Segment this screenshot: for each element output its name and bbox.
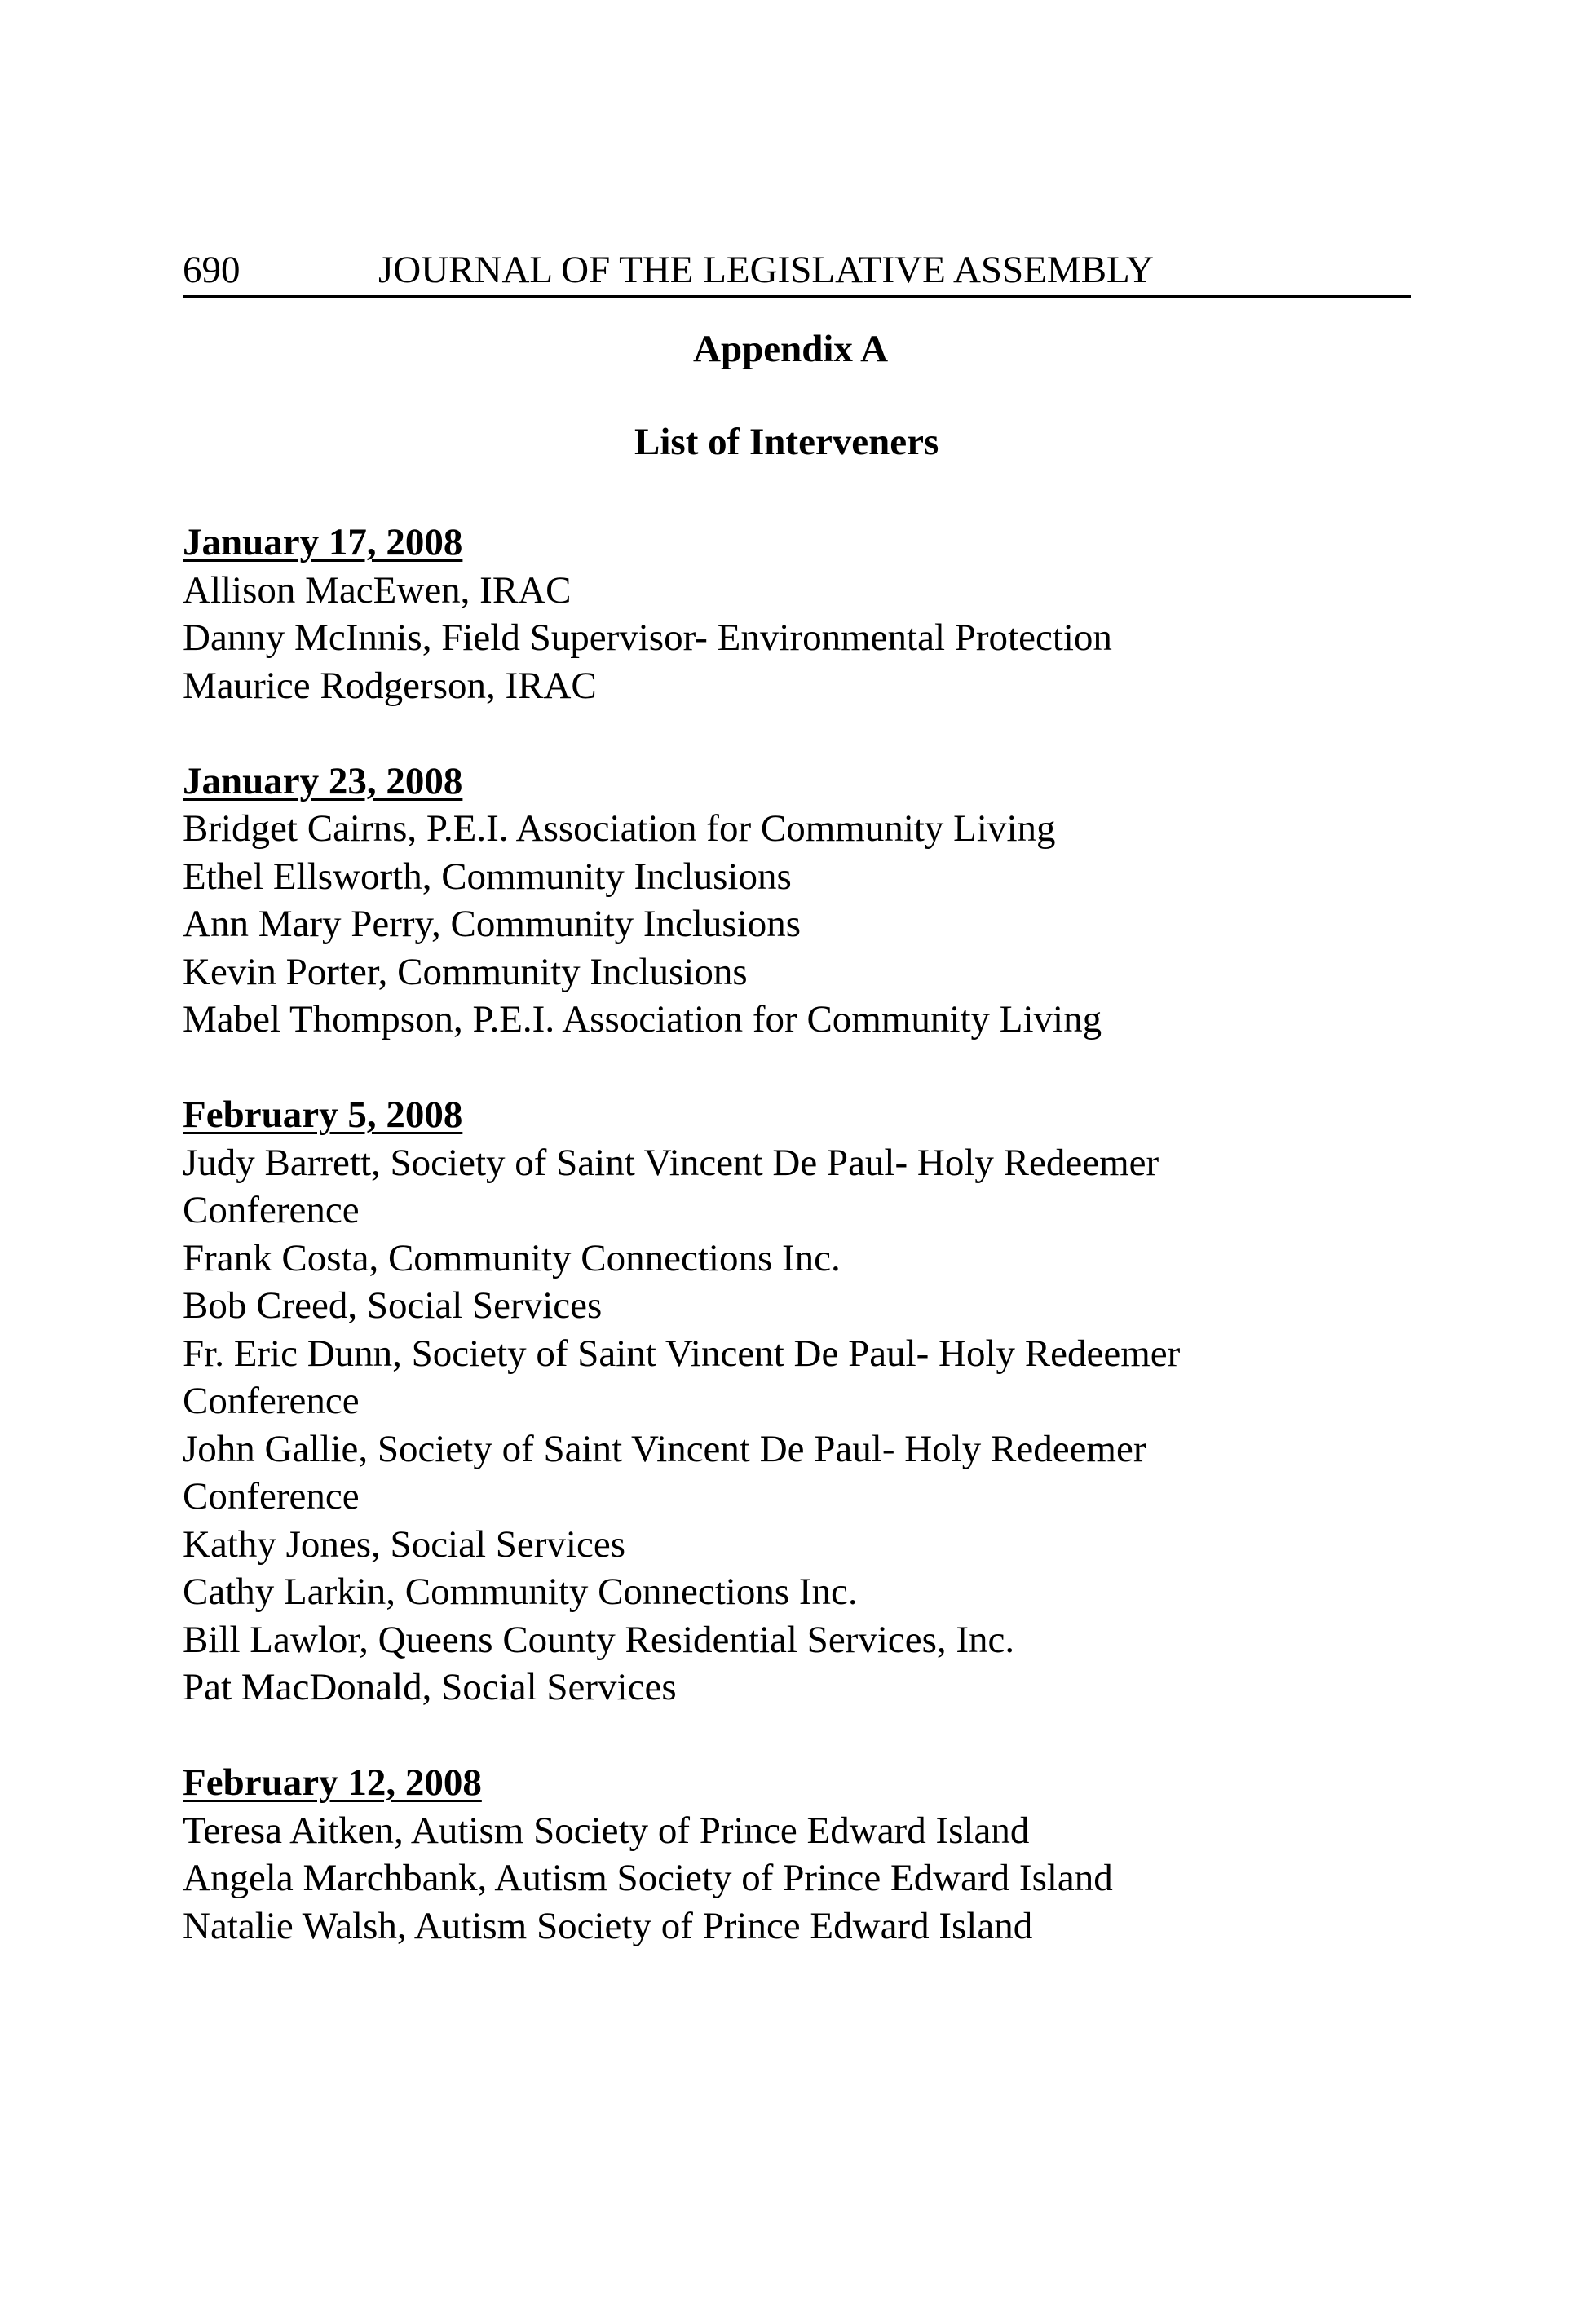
date-section <box>183 1091 1411 1712</box>
intervener-entry <box>183 1282 1411 1330</box>
intervener-text-line: Pat MacDonald, Social Services <box>183 1666 677 1708</box>
date-section <box>183 519 1411 709</box>
intervener-text-line: Bill Lawlor, Queens County Residential Services, Inc. <box>183 1618 1015 1661</box>
intervener-entry <box>183 567 1411 615</box>
intervener-text-line: Mabel Thompson, P.E.I. Association for Community Living <box>183 998 1102 1040</box>
intervener-text-line: Teresa Aitken, Autism Society of Prince Edward Island <box>183 1809 1030 1852</box>
intervener-text-line: Fr. Eric Dunn, Society of Saint Vincent De Paul- Holy Redeemer <box>183 1332 1181 1375</box>
date-section <box>183 1759 1411 1950</box>
date-section <box>183 758 1411 1044</box>
intervener-text-line: Kevin Porter, Community Inclusions <box>183 950 748 993</box>
intervener-text-line: Bob Creed, Social Services <box>183 1284 603 1327</box>
page-number: 690 <box>183 249 241 291</box>
running-header <box>183 245 1411 298</box>
intervener-text-line: Ann Mary Perry, Community Inclusions <box>183 903 802 945</box>
section-date-heading: January 23, 2008 <box>183 759 463 802</box>
intervener-entry <box>183 1902 1411 1951</box>
intervener-text-line: Ethel Ellsworth, Community Inclusions <box>183 855 792 898</box>
intervener-entry <box>183 1568 1411 1616</box>
intervener-entry <box>183 1330 1411 1425</box>
intervener-entry <box>183 900 1411 948</box>
intervener-text-line: Danny McInnis, Field Supervisor- Environmental Protection <box>183 616 1112 659</box>
intervener-text-line: Angela Marchbank, Autism Society of Prince Edward Island <box>183 1857 1113 1899</box>
section-date-heading: February 5, 2008 <box>183 1094 463 1136</box>
intervener-entry <box>183 1521 1411 1569</box>
section-date-heading: January 17, 2008 <box>183 521 463 563</box>
intervener-text-line: Allison MacEwen, IRAC <box>183 568 572 612</box>
intervener-entry <box>183 1663 1411 1712</box>
list-title: List of Interveners <box>634 421 939 463</box>
intervener-text-line: Bridget Cairns, P.E.I. Association for Community Living <box>183 807 1056 850</box>
appendix-title: Appendix A <box>693 328 889 370</box>
intervener-entry <box>183 1854 1411 1902</box>
intervener-entry <box>183 1807 1411 1855</box>
intervener-entry <box>183 662 1411 710</box>
intervener-entry <box>183 853 1411 901</box>
intervener-text-line: Maurice Rodgerson, IRAC <box>183 664 597 707</box>
intervener-entry <box>183 1139 1411 1235</box>
intervener-text-line: Judy Barrett, Society of Saint Vincent De Paul- Holy Redeemer <box>183 1141 1159 1184</box>
intervener-entry <box>183 805 1411 853</box>
intervener-text-line: Frank Costa, Community Connections Inc. <box>183 1236 841 1279</box>
intervener-entry <box>183 1425 1411 1521</box>
intervener-text-line: Conference <box>183 1475 360 1518</box>
section-date-heading: February 12, 2008 <box>183 1761 482 1804</box>
intervener-entry <box>183 614 1411 662</box>
intervener-text-line: Kathy Jones, Social Services <box>183 1522 626 1566</box>
intervener-entry <box>183 996 1411 1044</box>
interveners-list <box>183 519 1411 1998</box>
intervener-text-line: John Gallie, Society of Saint Vincent De Paul- Holy Redeemer <box>183 1427 1146 1470</box>
intervener-entry <box>183 1616 1411 1664</box>
journal-title: JOURNAL OF THE LEGISLATIVE ASSEMBLY <box>378 249 1154 291</box>
intervener-entry <box>183 1235 1411 1283</box>
intervener-entry <box>183 948 1411 996</box>
intervener-text-line: Conference <box>183 1189 360 1231</box>
intervener-text-line: Cathy Larkin, Community Connections Inc. <box>183 1571 858 1613</box>
intervener-text-line: Conference <box>183 1380 360 1422</box>
intervener-text-line: Natalie Walsh, Autism Society of Prince Edward Island <box>183 1904 1033 1947</box>
